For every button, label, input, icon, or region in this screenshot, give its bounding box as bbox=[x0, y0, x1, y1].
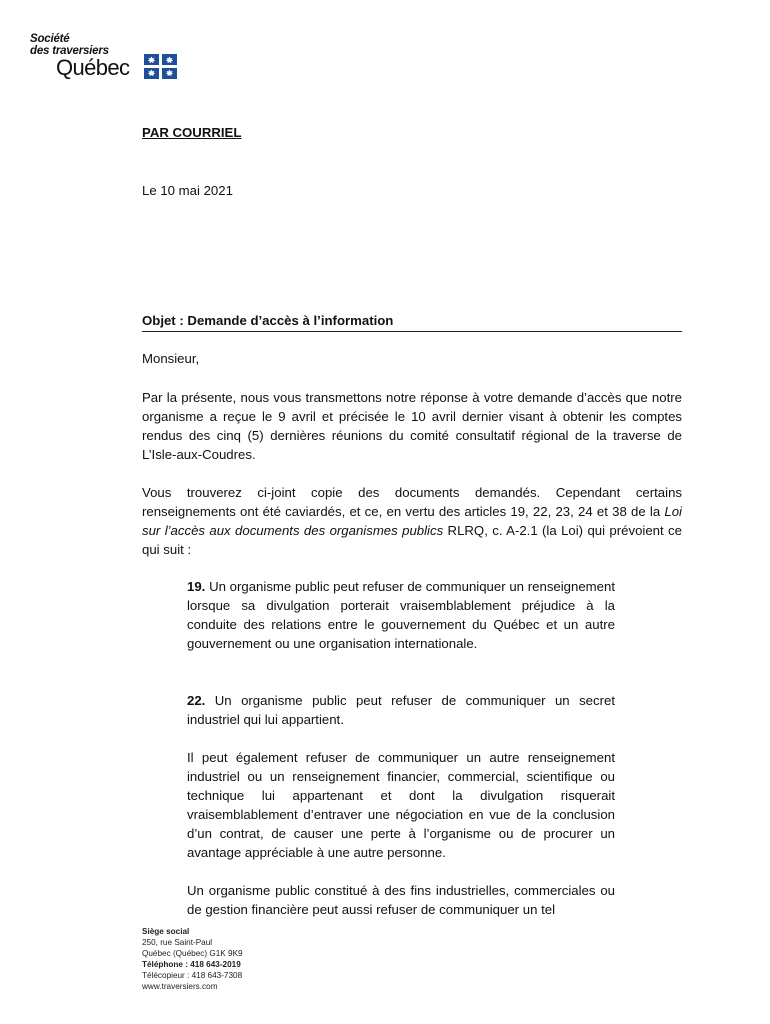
footer-website[interactable]: www.traversiers.com bbox=[142, 982, 218, 991]
article-number: 22. bbox=[187, 693, 206, 708]
footer-phone: Téléphone : 418 643-2019 bbox=[142, 960, 241, 969]
article-text: Un organisme public peut refuser de communiquer un renseignement lorsque sa divulgation porterait vraisemblablement préjudice à la conduite des relations entre le gouvernement du Québec et un autre gouvernement ou une organisation internationale. bbox=[187, 579, 615, 651]
paragraph-documents-after: RLRQ, c. A-2.1 (la Loi) qui prévoient ce qui suit : bbox=[142, 523, 682, 557]
company-logo bbox=[30, 33, 130, 80]
footer-address-1: 250, rue Saint-Paul bbox=[142, 938, 213, 947]
logo-line-traversiers: des traversiers bbox=[30, 45, 109, 57]
footer-address-2: Québec (Québec) G1K 9K9 bbox=[142, 949, 243, 958]
paragraph-documents-before: Vous trouverez ci-joint copie des documents demandés. Cependant certains renseignements ont été caviardés, et ce, en vertu des articles 19, 22, 23, 24 et 38 de la bbox=[142, 485, 682, 519]
article-22-paragraph-2: Il peut également refuser de communiquer un autre renseignement industriel ou un renseignement financier, commercial, scientifique ou technique lui appartenant et dont la divulgation risquerait vraisemblablement d’entraver une négociation en vue de la conclusion d’un contrat, de causer une perte à l’organisme ou de procurer un avantage appréciable à une autre personne. bbox=[187, 750, 615, 860]
article-number: 19. bbox=[187, 579, 206, 594]
article-text: Un organisme public peut refuser de communiquer un secret industriel qui lui appartient. bbox=[187, 693, 615, 727]
quebec-flag-icon bbox=[144, 54, 177, 79]
logo-line-societe: Société bbox=[30, 33, 70, 45]
article-22 bbox=[187, 691, 615, 729]
salutation: Monsieur, bbox=[142, 351, 200, 366]
footer-fax: Télécopieur : 418 643-7308 bbox=[142, 971, 243, 980]
paragraph-response: Par la présente, nous vous transmettons notre réponse à votre demande d’accès que notre organisme a reçue le 9 avril et précisée le 10 avril dernier visant à obtenir les comptes rendus des cinq (5) dernières réunions du comité consultatif régional de la traverse de L’Isle-aux-Coudres. bbox=[142, 390, 682, 462]
article-19 bbox=[187, 577, 615, 653]
subject-line: Objet : Demande d’accès à l’information bbox=[142, 311, 682, 332]
article-22-paragraph-3: Un organisme public constitué à des fins industrielles, commerciales ou de gestion financière peut aussi refuser de communiquer un tel bbox=[187, 883, 615, 917]
law-title: Loi sur l’accès aux documents des organismes publics bbox=[142, 504, 682, 538]
footer-title: Siège social bbox=[142, 927, 190, 936]
logo-line-quebec: Québec bbox=[56, 55, 130, 80]
letter-date: Le 10 mai 2021 bbox=[142, 183, 233, 198]
paragraph-documents bbox=[142, 483, 682, 559]
footer-head-office bbox=[142, 926, 243, 992]
delivery-method: PAR COURRIEL bbox=[142, 125, 242, 140]
